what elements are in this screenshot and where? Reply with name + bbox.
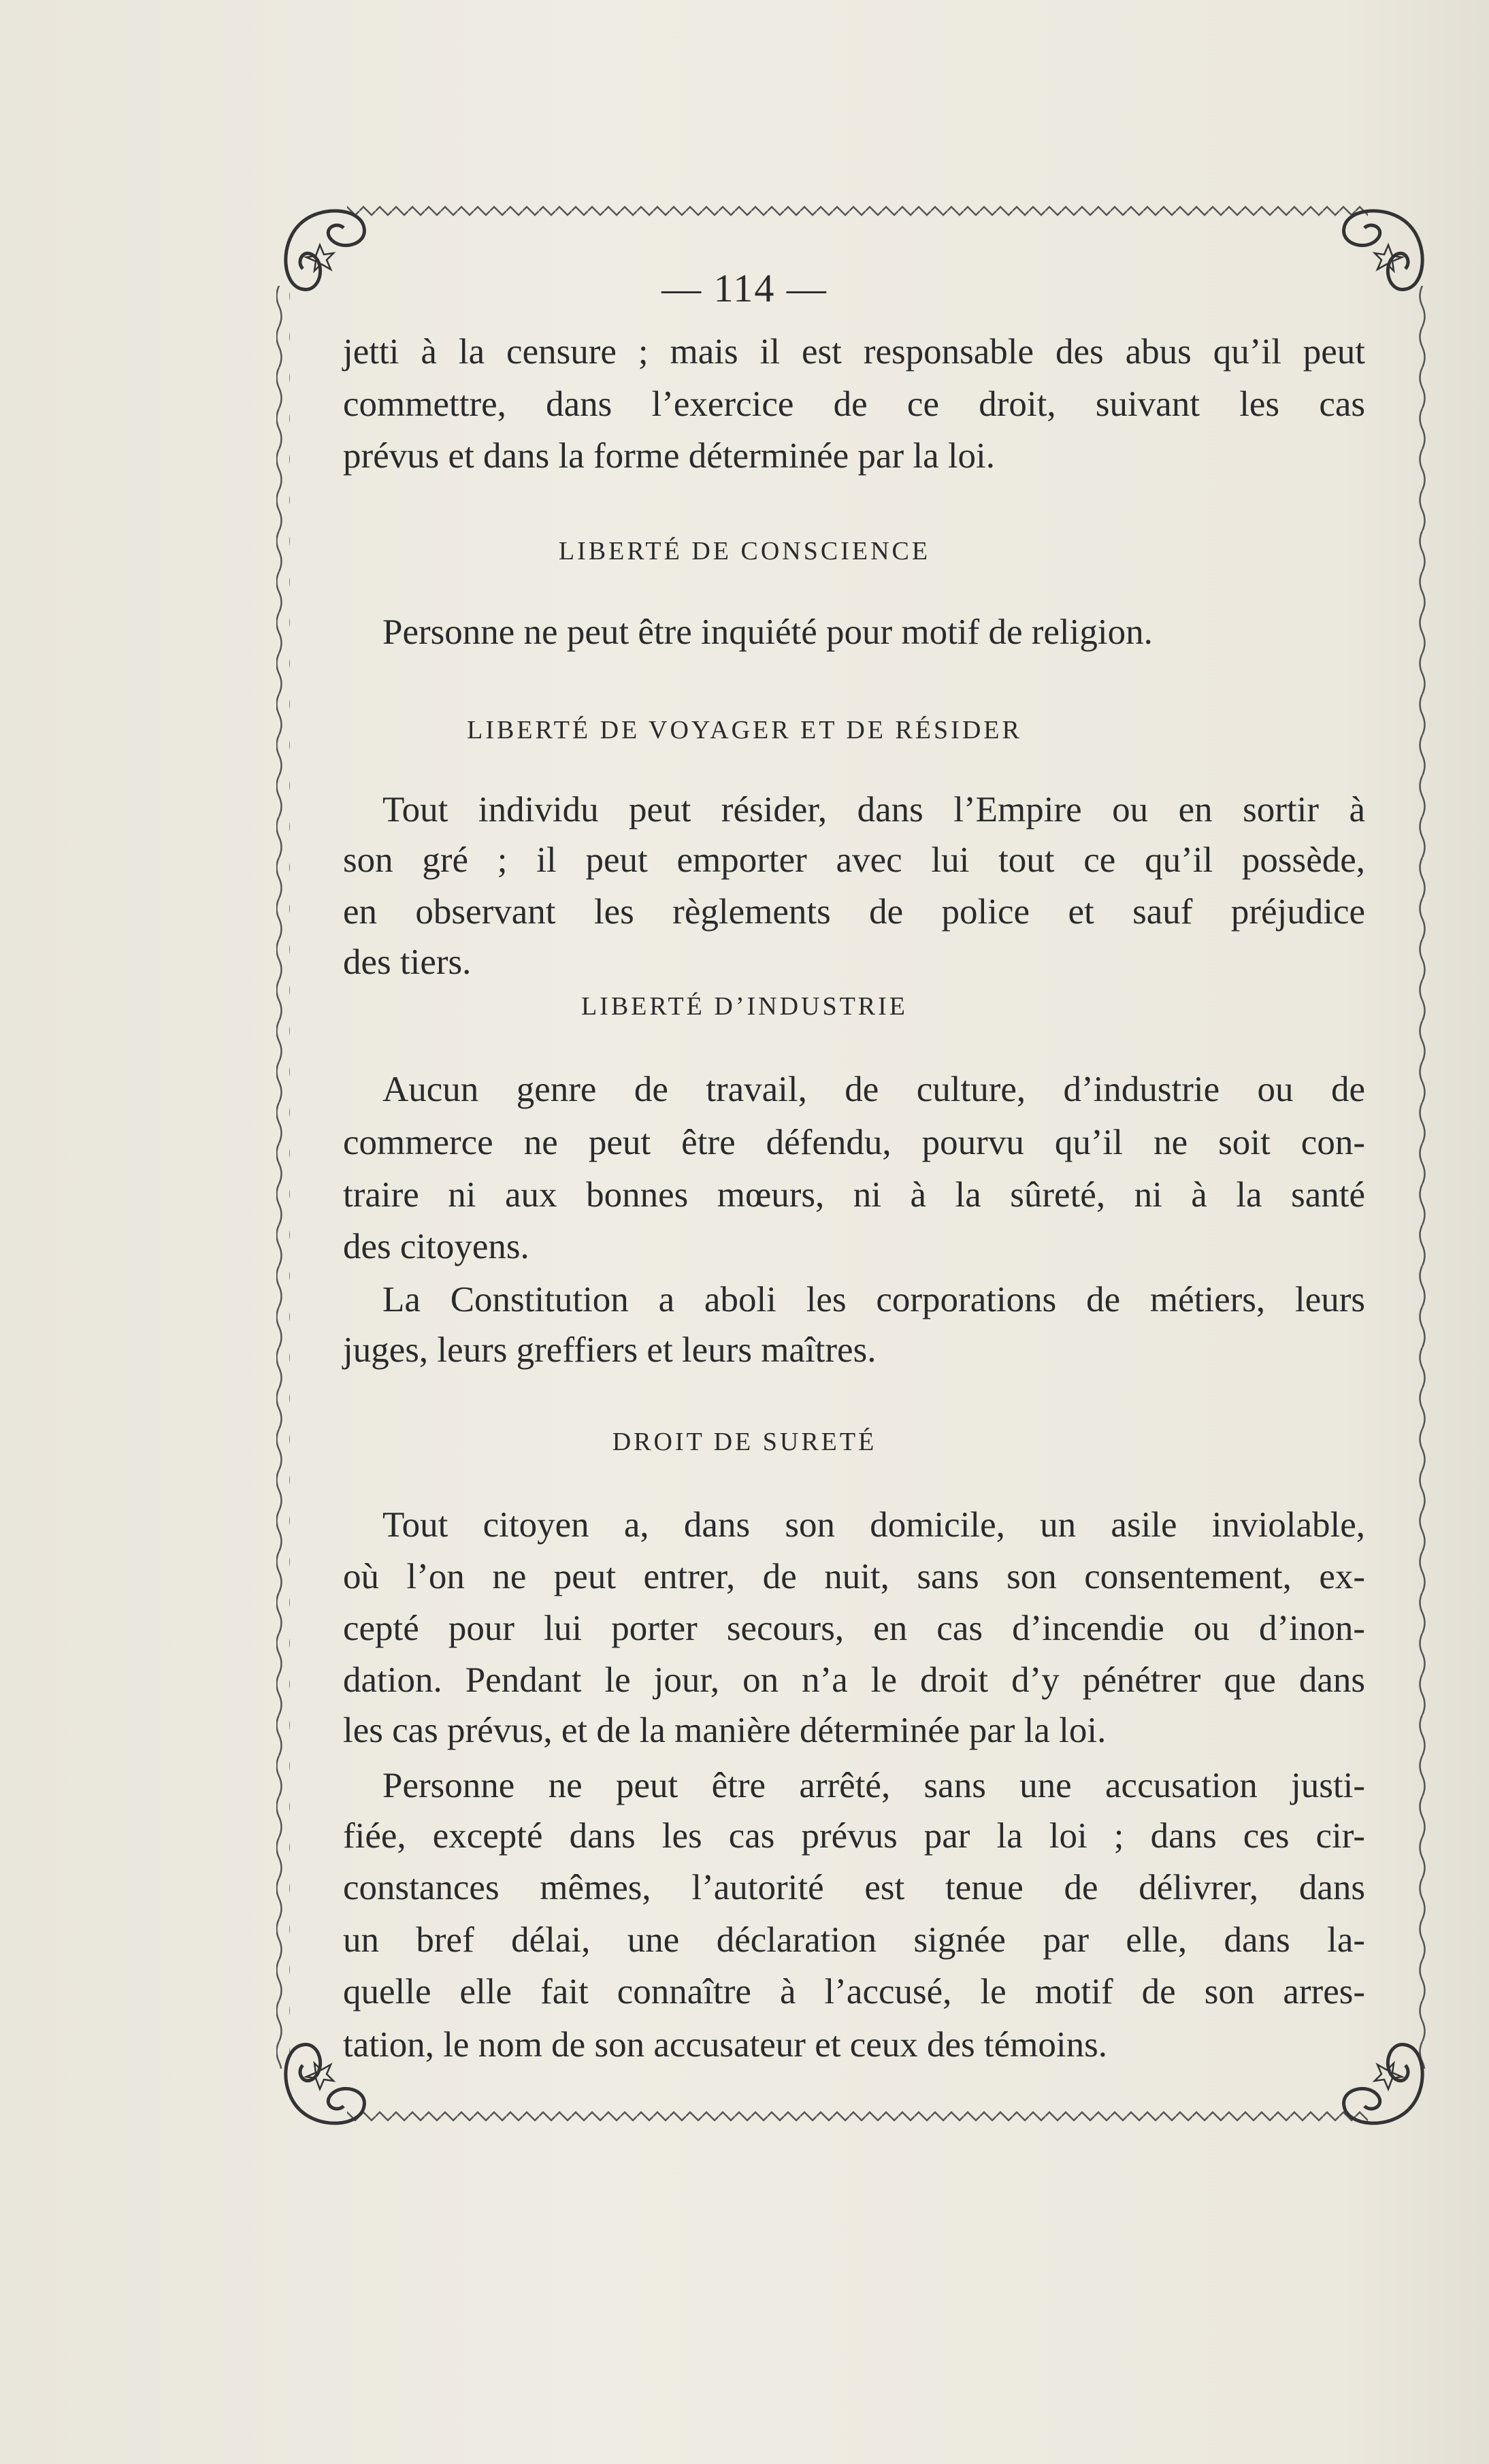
text-line: prévus et dans la forme déterminée par la loi. [343, 436, 996, 476]
section-heading: DROIT DE SURETÉ [612, 1428, 877, 1456]
text-line: des tiers. [343, 942, 472, 982]
text-line: quelle elle fait connaître à l’accusé, le motif de son arres- [343, 1972, 1365, 2011]
text-line: son gré ; il peut emporter avec lui tout ce qu’il possède, [343, 840, 1365, 880]
text-line: fiée, excepté dans les cas prévus par la loi ; dans ces cir- [343, 1816, 1365, 1856]
bottom-border-line [347, 2111, 1368, 2124]
text-line: les cas prévus, et de la manière déterminée par la loi. [343, 1711, 1107, 1750]
text-line: tation, le nom de son accusateur et ceux des témoins. [343, 2025, 1107, 2065]
text-line: en observant les règlements de police et sauf préjudice [343, 892, 1365, 932]
text-line: Personne ne peut être inquiété pour motif de religion. [382, 612, 1153, 652]
text-line: cepté pour lui porter secours, en cas d’incendie ou d’inon- [343, 1609, 1365, 1648]
text-line: jetti à la censure ; mais il est responsable des abus qu’il peut [343, 332, 1365, 372]
text-line: juges, leurs greffiers et leurs maîtres. [343, 1330, 877, 1370]
text-line: Personne ne peut être arrêté, sans une accusation justi- [382, 1766, 1365, 1805]
section-heading: LIBERTÉ D’INDUSTRIE [580, 992, 909, 1021]
page-number: — 114 — [661, 266, 828, 310]
text-line: commerce ne peut être défendu, pourvu qu’il ne soit con- [343, 1123, 1365, 1162]
section-heading: LIBERTÉ DE CONSCIENCE [558, 537, 931, 565]
text-line: traire ni aux bonnes mœurs, ni à la sûreté, ni à la santé [343, 1175, 1365, 1215]
text-line: Aucun genre de travail, de culture, d’industrie ou de [382, 1070, 1365, 1109]
text-line: constances mêmes, l’autorité est tenue de délivrer, dans [343, 1868, 1365, 1907]
text-line: commettre, dans l’exercice de ce droit, suivant les cas [343, 384, 1365, 424]
text-line: où l’on ne peut entrer, de nuit, sans son consentement, ex- [343, 1557, 1365, 1596]
section-heading: LIBERTÉ DE VOYAGER ET DE RÉSIDER [467, 716, 1022, 744]
text-line: Tout citoyen a, dans son domicile, un asile inviolable, [382, 1505, 1365, 1545]
text-line: un bref délai, une déclaration signée par elle, dans la- [343, 1920, 1365, 1960]
text-line: Tout individu peut résider, dans l’Empire ou en sortir à [382, 790, 1365, 829]
top-border-line [347, 206, 1368, 219]
text-line: des citoyens. [343, 1227, 529, 1266]
text-line: dation. Pendant le jour, on n’a le droit d’y pénétrer que dans [343, 1660, 1365, 1700]
text-line: La Constitution a aboli les corporations de métiers, leurs [382, 1280, 1365, 1319]
